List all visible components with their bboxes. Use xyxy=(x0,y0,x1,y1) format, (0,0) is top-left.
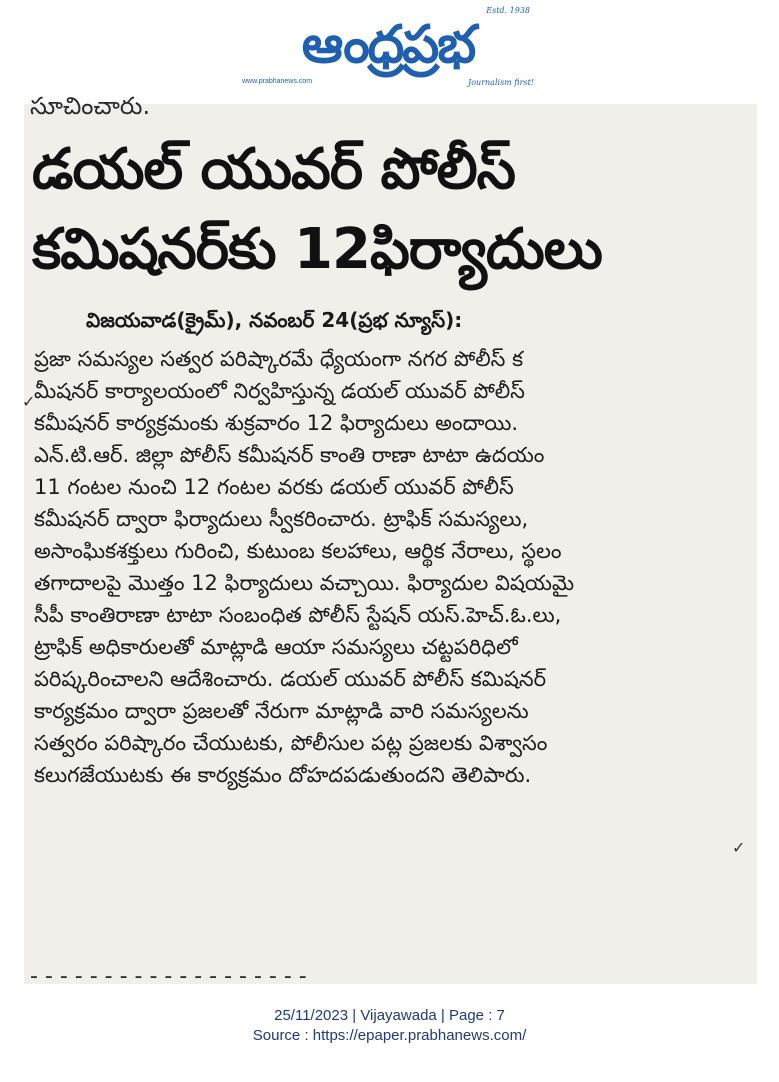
body-line: అసాంఘికశక్తులు గురించి, కుటుంబ కలహాలు, ఆర్థిక నేరాలు, స్థలం xyxy=(34,539,562,563)
previous-article-fragment: సూచించారు. xyxy=(30,92,151,120)
body-line: పరిష్కరించాలని ఆదేశించారు. డయల్ యువర్ పోలీస్ కమిషనర్ xyxy=(34,667,547,691)
dateline: విజయవాడ(క్రైమ్), నవంబర్ 24(ప్రభ న్యూస్): xyxy=(86,308,463,332)
body-line: కమీషనర్ కార్యక్రమంకు శుక్రవారం 12 ఫిర్యాదులు అందాయి. xyxy=(34,411,519,435)
body-line: కమీషనర్ ద్వారా ఫిర్యాదులు స్వీకరించారు. ట్రాఫిక్ సమస్యలు, xyxy=(34,507,529,531)
source-link[interactable]: Source : https://epaper.prabhanews.com/ xyxy=(252,1027,527,1044)
body-line: మీషనర్ కార్యాలయంలో నిర్వహిస్తున్న డయల్ యువర్ పోలీస్ xyxy=(34,379,525,403)
logo-wordmark: ఆంధ్రప్రభ xyxy=(301,15,475,75)
body-line: కలుగజేయుటకు ఈ కార్యక్రమం దోహదపడుతుందని తెలిపారు. xyxy=(34,763,532,787)
body-line: కార్యక్రమం ద్వారా ప్రజలతో నేరుగా మాట్లాడి వారి సమస్యలను xyxy=(34,699,529,723)
check-mark-icon: ✓ xyxy=(732,838,746,857)
body-line: సత్వరం పరిష్కారం చేయుటకు, పోలీసుల పట్ల ప్రజలకు విశ్వాసం xyxy=(34,731,548,755)
publication-info: 25/11/2023 | Vijayawada | Page : 7 xyxy=(274,1007,505,1024)
logo-url: www.prabhanews.com xyxy=(242,78,313,85)
next-article-fragment: - - - - - - - - - - - - - - - - - - - xyxy=(30,964,307,989)
masthead xyxy=(0,0,779,100)
headline-line-1: డయల్ యువర్ పోలీస్ xyxy=(32,137,515,202)
footer xyxy=(0,1006,779,1046)
logo-tagline: Journalism first! xyxy=(468,78,534,87)
body-line: సీపీ కాంతిరాణా టాటా సంబంధిత పోలీస్ స్టేషన్ యస్.హెచ్.ఓ.లు, xyxy=(34,603,562,627)
body-line: ఎన్.టి.ఆర్. జిల్లా పోలీస్ కమీషనర్ కాంతి రాణా టాటా ఉదయం xyxy=(34,443,545,467)
logo-estd: Estd. 1938 xyxy=(486,6,530,15)
newspaper-logo[interactable] xyxy=(238,6,538,92)
body-line: తగాదాలపై మొత్తం 12 ఫిర్యాదులు వచ్చాయి. ఫిర్యాదుల విషయమై xyxy=(34,571,575,595)
body-line: ట్రాఫిక్ అధికారులతో మాట్లాడి ఆయా సమస్యలు చట్టపరిధిలో xyxy=(34,635,518,659)
body-line: ప్రజా సమస్యల సత్వర పరిష్కారమే ధ్యేయంగా నగర పోలీస్ క xyxy=(34,347,524,371)
headline-line-2: కమిషనర్‌కు 12ఫిర్యాదులు xyxy=(32,217,602,282)
body-line: 11 గంటల నుంచి 12 గంటల వరకు డయల్ యువర్ పోలీస్ xyxy=(34,475,514,499)
check-mark-icon: ✓ xyxy=(22,392,36,411)
article-clipping xyxy=(22,92,757,989)
